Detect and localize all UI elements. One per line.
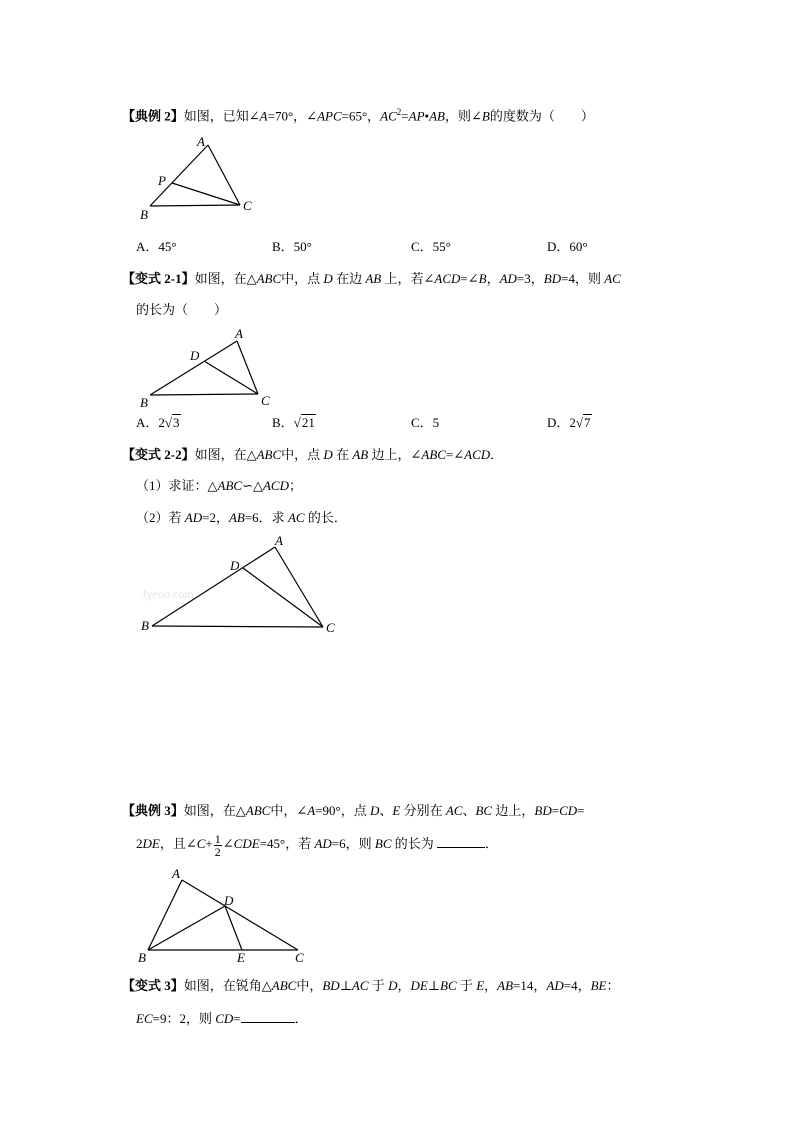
variant-2-1-tag: 【变式 2-1】: [122, 271, 195, 286]
text-run: ACD: [434, 271, 461, 286]
text-run: =: [551, 803, 560, 818]
point-label-c: C: [261, 393, 270, 408]
text-run: AC: [604, 271, 621, 286]
point-label-d: D: [224, 893, 234, 908]
point-label-a: A: [275, 533, 283, 548]
text-run: D: [388, 978, 398, 993]
text-run: BE: [590, 978, 607, 993]
text-run: AB: [352, 447, 369, 462]
text-run: =∠: [460, 271, 479, 286]
fraction-one-half: $\frac{1}{2}$: [214, 831, 221, 859]
text-run: BD: [534, 803, 552, 818]
example-2-option-d: D．60°: [547, 239, 588, 254]
point-label-a: A: [172, 866, 180, 881]
text-run: 边上，∠: [368, 447, 422, 462]
text-run: D: [323, 447, 333, 462]
text-run: AC: [351, 978, 369, 993]
point-label-b: B: [138, 950, 146, 965]
text-run: 如图，在锐角△: [183, 978, 272, 993]
variant-3-tag: 【变式 3】: [122, 978, 184, 993]
example-3-tag: 【典例 3】: [122, 803, 184, 818]
example-2-option-b: B．50°: [272, 239, 312, 254]
text-run: 、: [379, 803, 393, 818]
watermark: Jyeoo.com: [142, 587, 194, 601]
text-run: =14，: [513, 978, 547, 993]
segment-bd: [148, 906, 225, 950]
text-run: AD: [184, 510, 203, 525]
text-run: ABC: [271, 978, 297, 993]
answer-blank[interactable]: [241, 1010, 295, 1023]
segment-ac: [182, 880, 298, 950]
text-run: 分别在: [400, 803, 446, 818]
text-run: （2）若: [136, 510, 185, 525]
point-label-d: D: [190, 348, 200, 363]
text-run: ABC: [245, 803, 271, 818]
text-run: ，: [486, 271, 500, 286]
variant-2-1-option-a: A．2√3: [136, 415, 180, 430]
point-label-p: P: [158, 173, 166, 188]
text-run: CD: [559, 803, 578, 818]
text-run: B: [478, 271, 487, 286]
text-run: D: [323, 271, 333, 286]
text-run: 中，: [296, 978, 323, 993]
text-run: 中，点: [281, 271, 324, 286]
text-run: =4，则: [561, 271, 605, 286]
example-2-question: 【典例 2】如图，已知∠A=70°，∠APC=65°，$AC^2=AP•AB$，则∠B的度数为（ ）: [122, 107, 594, 124]
point-label-b: B: [140, 395, 148, 410]
example-3-question-line-2: 2DE，且∠C+ $\frac{1}{2}$ ∠CDE=45°，若 AD=6，则 BC 的长为 ．: [136, 831, 499, 859]
text-run: 如图，在△: [183, 803, 246, 818]
text-run: 的长．: [304, 510, 347, 525]
text-run: E: [476, 978, 485, 993]
point-label-c: C: [295, 950, 304, 965]
text-run: BD: [543, 271, 562, 286]
text-run: D: [369, 803, 380, 818]
text-run: 中，∠: [270, 803, 308, 818]
text-run: =4，: [563, 978, 591, 993]
text-run: =∠: [445, 447, 465, 462]
point-label-b: B: [140, 207, 148, 222]
point-label-c: C: [243, 198, 252, 213]
text-run: 边上，: [492, 803, 535, 818]
text-run: ：: [606, 978, 620, 993]
point-label-a: A: [235, 326, 243, 341]
text-run: 于: [368, 978, 389, 993]
segment-ab: [148, 880, 182, 950]
text-run: AB: [228, 510, 245, 525]
text-run: 在边: [332, 271, 366, 286]
text-run: ACD: [464, 447, 491, 462]
point-label-c: C: [326, 620, 335, 635]
text-run: ACD: [262, 478, 289, 493]
text-run: BC: [440, 978, 457, 993]
text-run: 、: [462, 803, 476, 818]
example-2-tag: 【典例 2】: [122, 108, 184, 124]
point-label-e: E: [237, 950, 245, 965]
example-2-option-c: C．55°: [411, 239, 451, 254]
segment-de: [225, 906, 242, 950]
text-run: ，: [484, 978, 498, 993]
text-run: DE: [410, 978, 428, 993]
text-run: BD: [322, 978, 340, 993]
variant-2-1-question-line-2: 的长为（ ）: [136, 302, 228, 317]
text-run: BC: [475, 803, 493, 818]
text-run: AD: [499, 271, 517, 286]
variant-3-question-line-1: [122, 977, 619, 995]
text-run: AB: [497, 978, 514, 993]
text-run: ABC: [256, 271, 282, 286]
text-run: 在: [332, 447, 353, 462]
text-run: ABC: [421, 447, 446, 462]
text-run: 如图，在△: [194, 447, 257, 462]
example-2-option-a: A．45°: [136, 239, 177, 254]
text-run: AC: [287, 510, 305, 525]
text-run: =2，: [202, 510, 229, 525]
text-run: AD: [546, 978, 564, 993]
text-run: 于: [456, 978, 477, 993]
text-run: ⊥: [339, 978, 352, 993]
text-run: =90°，点: [315, 803, 370, 818]
text-run: AC: [445, 803, 463, 818]
text-run: ．: [490, 447, 504, 462]
text-run: ABC: [217, 478, 243, 493]
variant-3-question-line-2: EC=9：2，则 CD= ．: [136, 1011, 308, 1026]
text-run: ，: [397, 978, 411, 993]
point-label-a: A: [197, 134, 205, 149]
text-run: ABC: [256, 447, 282, 462]
variant-2-2-tag: 【变式 2-2】: [122, 447, 195, 462]
text-run: =: [577, 803, 585, 818]
text-run: ⊥: [427, 978, 441, 993]
text-run: E: [392, 803, 401, 818]
variant-2-1-option-c: C．5: [411, 415, 440, 430]
variant-2-1-option-d: D．2√7: [547, 415, 591, 430]
text-run: ；: [288, 478, 302, 493]
text-run: A: [307, 803, 316, 818]
text-run: ∽△: [242, 478, 263, 493]
text-run: =3，: [516, 271, 544, 286]
text-run: =6．求: [244, 510, 288, 525]
text-run: 中，点: [281, 447, 324, 462]
point-label-d: D: [230, 558, 240, 573]
text-run: 上，若∠: [381, 271, 435, 286]
text-run: AB: [365, 271, 382, 286]
variant-2-1-option-b: B．√21: [272, 415, 315, 430]
text-run: （1）求证：△: [136, 478, 218, 493]
text-run: 如图，在△: [194, 271, 257, 286]
point-label-b: B: [141, 618, 149, 633]
